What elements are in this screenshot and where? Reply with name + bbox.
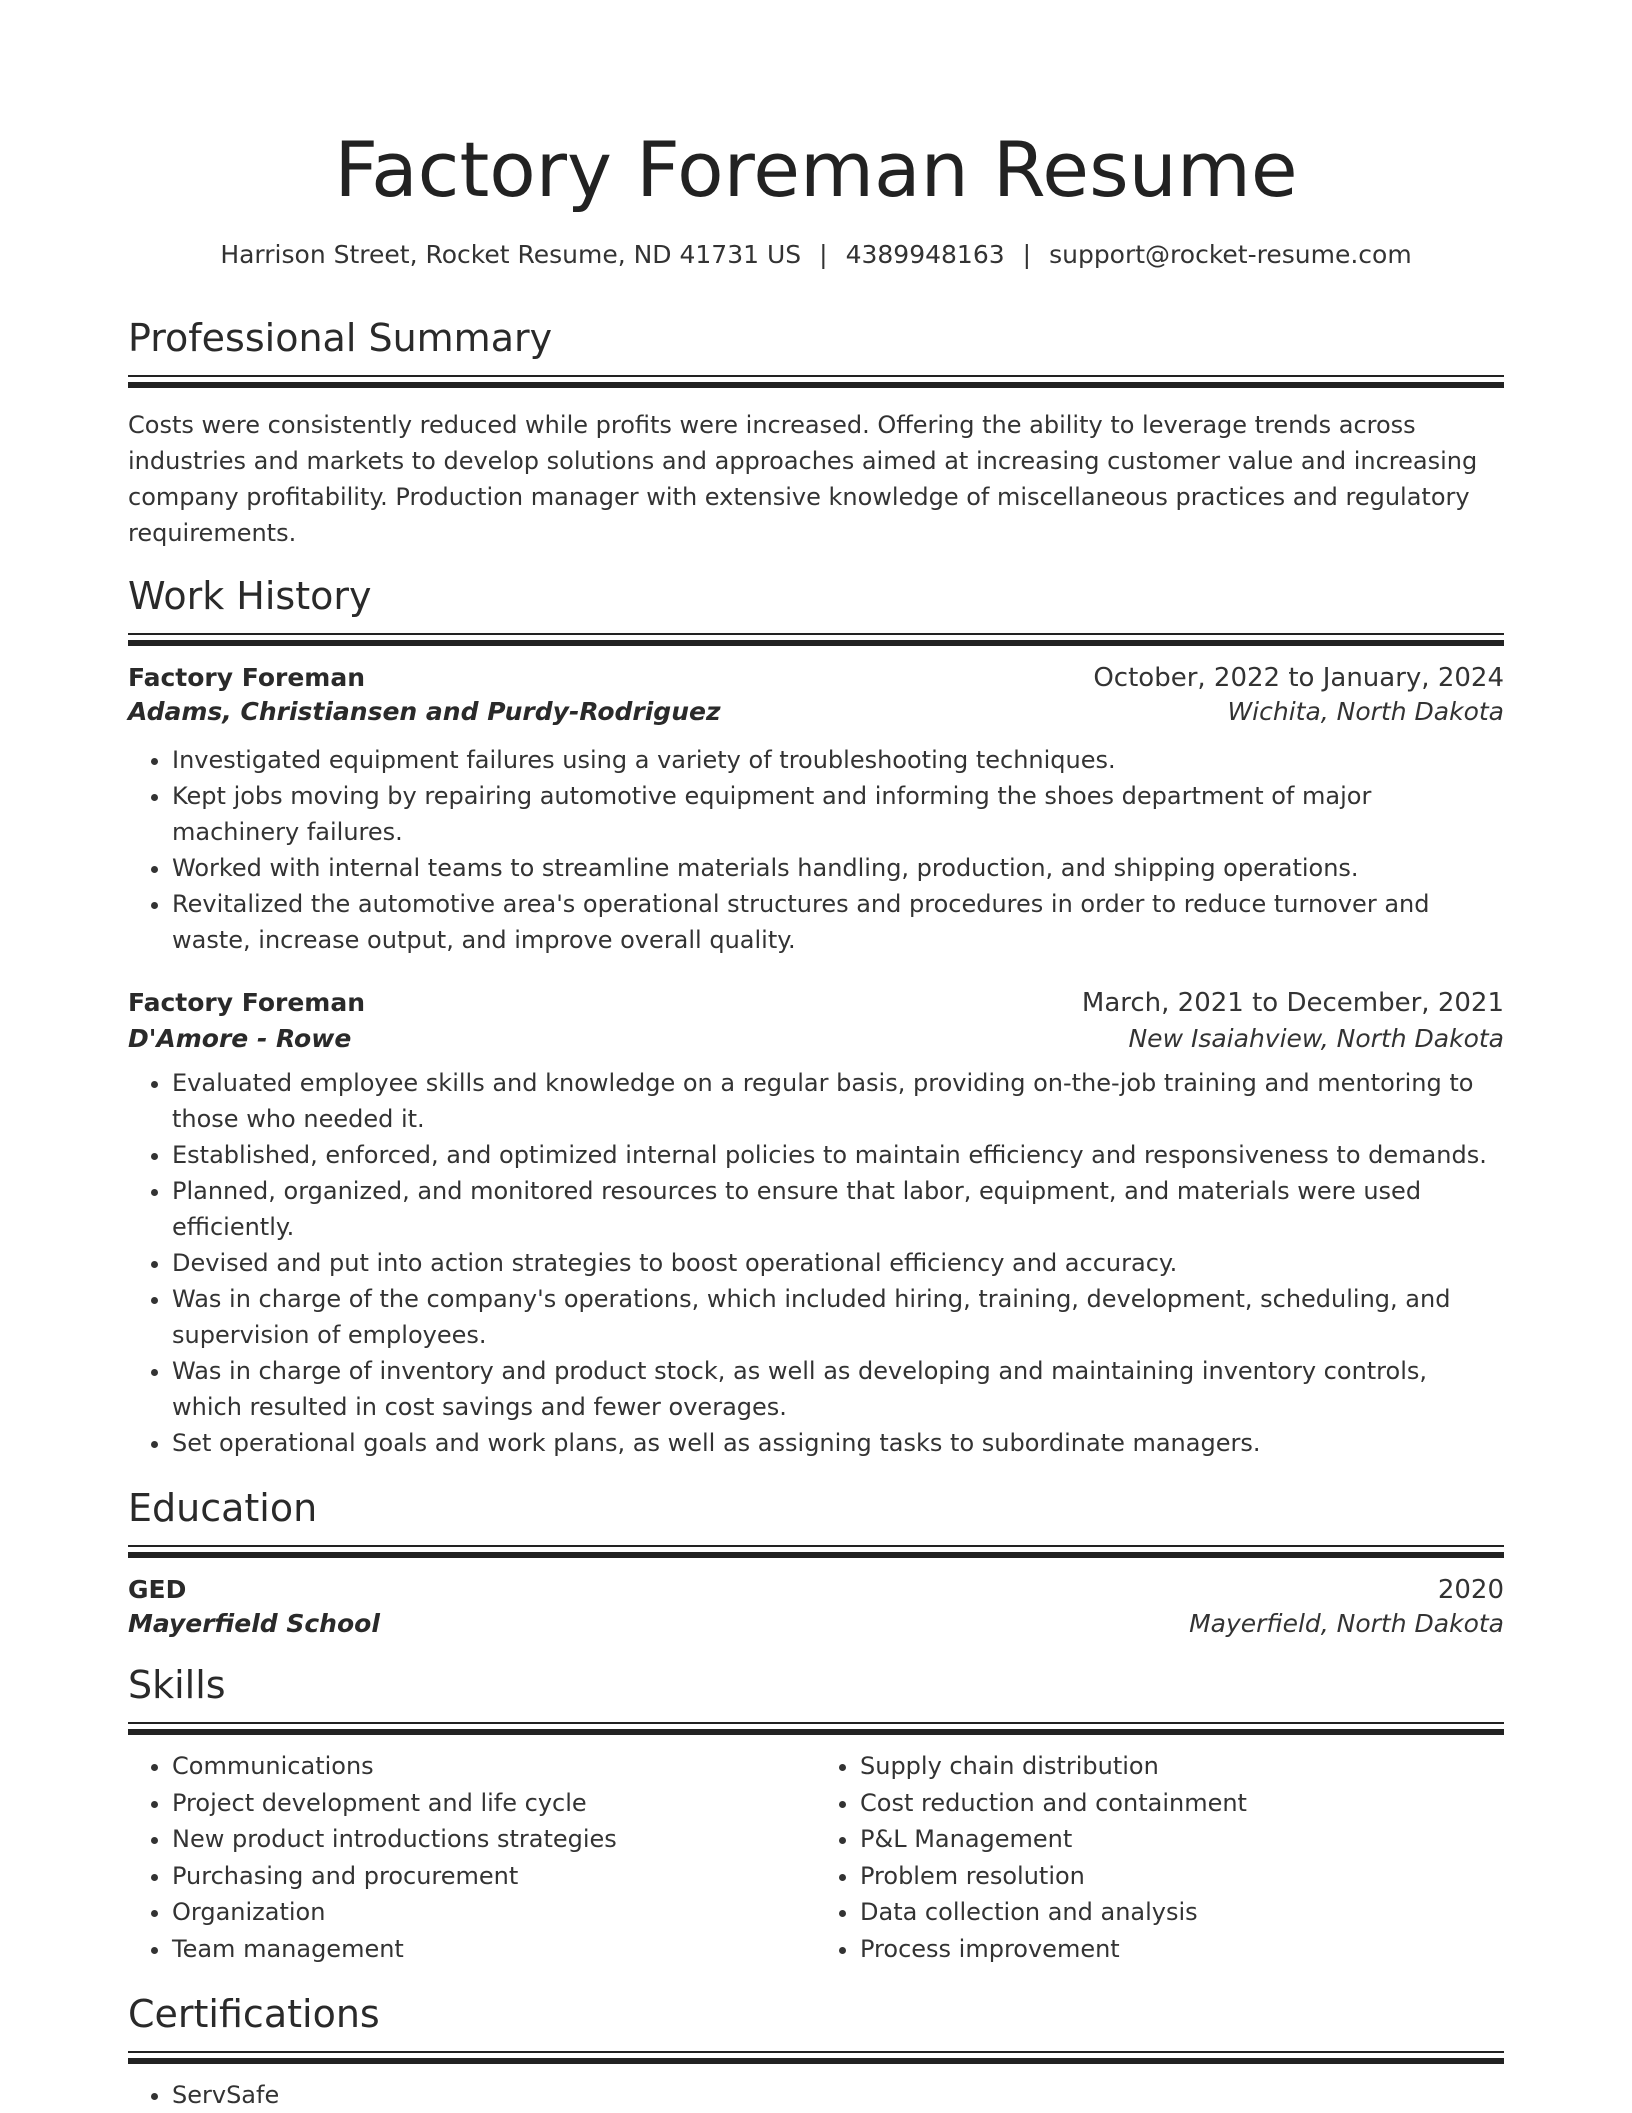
list-item: • Investigated equipment failures using a variety of troubleshooting techniques. <box>172 742 1504 778</box>
resume-page <box>128 0 1504 2113</box>
education-year: 2020 <box>1437 1575 1504 1605</box>
list-item: • Kept jobs moving by repairing automotive equipment and informing the shoes department of major machinery failures. <box>172 778 1504 850</box>
skill-item: • Data collection and analysis <box>860 1894 1504 1931</box>
contact-separator: | <box>1022 240 1032 269</box>
list-item: • Devised and put into action strategies to boost operational efficiency and accuracy. <box>172 1245 1504 1281</box>
section-rule <box>128 375 1504 387</box>
summary-section <box>128 313 1504 551</box>
skills-heading: Skills <box>128 1663 226 1707</box>
list-item: • Set operational goals and work plans, as well as assigning tasks to subordinate managers. <box>172 1425 1504 1461</box>
job-bullets <box>128 742 1504 958</box>
job-location: New Isaiahview, North Dakota <box>1128 1024 1504 1053</box>
education-section <box>128 1483 1504 1638</box>
job-title: Factory Foreman <box>128 663 365 692</box>
skill-item: • Cost reduction and containment <box>860 1785 1504 1822</box>
skill-item: • Project development and life cycle <box>172 1785 816 1822</box>
section-rule <box>128 633 1504 645</box>
contact-line <box>128 238 1504 272</box>
job-subheader <box>128 697 1504 726</box>
list-item: • Was in charge of inventory and product stock, as well as developing and maintaining inventory controls, which resulted in cost savings and fewer overages. <box>172 1353 1504 1425</box>
section-rule <box>128 1722 1504 1734</box>
job-header <box>128 988 1504 1018</box>
job-location: Wichita, North Dakota <box>1227 697 1504 726</box>
skill-item: • Supply chain distribution <box>860 1748 1504 1785</box>
list-item: • Revitalized the automotive area's operational structures and procedures in order to reduce turnover and waste, increase output, and improve overall quality. <box>172 886 1504 958</box>
list-item: • Established, enforced, and optimized internal policies to maintain efficiency and responsiveness to demands. <box>172 1137 1504 1173</box>
work-history-section <box>128 571 1504 1461</box>
job-company: Adams, Christiansen and Purdy-Rodriguez <box>128 697 721 726</box>
job-entry <box>128 663 1504 958</box>
skills-right-list <box>816 1748 1504 1967</box>
section-rule <box>128 1545 1504 1557</box>
education-degree: GED <box>128 1575 187 1604</box>
contact-separator: | <box>819 240 828 269</box>
job-dates: October, 2022 to January, 2024 <box>1093 663 1504 693</box>
skill-item: • Process improvement <box>860 1931 1504 1968</box>
education-heading: Education <box>128 1486 318 1530</box>
education-subheader <box>128 1609 1504 1638</box>
contact-address: Harrison Street, Rocket Resume, ND 41731 US <box>220 240 802 269</box>
skill-item: • P&L Management <box>860 1821 1504 1858</box>
education-location: Mayerfield, North Dakota <box>1189 1609 1504 1638</box>
job-company: D'Amore - Rowe <box>128 1024 352 1053</box>
education-school: Mayerfield School <box>128 1609 380 1638</box>
job-dates: March, 2021 to December, 2021 <box>1081 988 1504 1018</box>
job-subheader <box>128 1024 1504 1053</box>
work-history-heading: Work History <box>128 574 372 618</box>
resume-title: Factory Foreman Resume <box>334 125 1298 214</box>
list-item: • Worked with internal teams to streamline materials handling, production, and shipping operations. <box>172 850 1504 886</box>
skill-item: • Organization <box>172 1894 816 1931</box>
job-header <box>128 663 1504 693</box>
certifications-section <box>128 1989 1504 2113</box>
job-entry <box>128 988 1504 1461</box>
certifications-list <box>128 2077 1504 2113</box>
job-title: Factory Foreman <box>128 988 365 1017</box>
contact-email: support@rocket-resume.com <box>1049 240 1412 269</box>
section-rule <box>128 2051 1504 2063</box>
skills-left-list <box>128 1748 816 1967</box>
skills-columns <box>128 1748 1504 1967</box>
list-item: • Evaluated employee skills and knowledge on a regular basis, providing on-the-job training and mentoring to those who needed it. <box>172 1065 1504 1137</box>
summary-heading: Professional Summary <box>128 316 553 360</box>
list-item: • Planned, organized, and monitored resources to ensure that labor, equipment, and materials were used efficiently. <box>172 1173 1504 1245</box>
skill-item: • Communications <box>172 1748 816 1785</box>
summary-text: Costs were consistently reduced while profits were increased. Offering the ability to leverage trends across industries and markets to develop solutions and approaches aimed at increasing customer value and increasing company profitability. Production manager with extensive knowledge of miscellaneous practices and regulatory requirements. <box>128 411 1478 547</box>
contact-phone: 4389948163 <box>845 240 1005 269</box>
education-header <box>128 1575 1504 1605</box>
skill-item: • Purchasing and procurement <box>172 1858 816 1895</box>
skill-item: • New product introductions strategies <box>172 1821 816 1858</box>
skill-item: • Problem resolution <box>860 1858 1504 1895</box>
job-bullets <box>128 1065 1504 1461</box>
list-item: • Was in charge of the company's operations, which included hiring, training, development, scheduling, and supervision of employees. <box>172 1281 1504 1353</box>
certifications-heading: Certifications <box>128 1992 380 2036</box>
skills-section <box>128 1660 1504 1967</box>
skill-item: • Team management <box>172 1931 816 1968</box>
certification-item: • ServSafe <box>172 2077 1504 2113</box>
